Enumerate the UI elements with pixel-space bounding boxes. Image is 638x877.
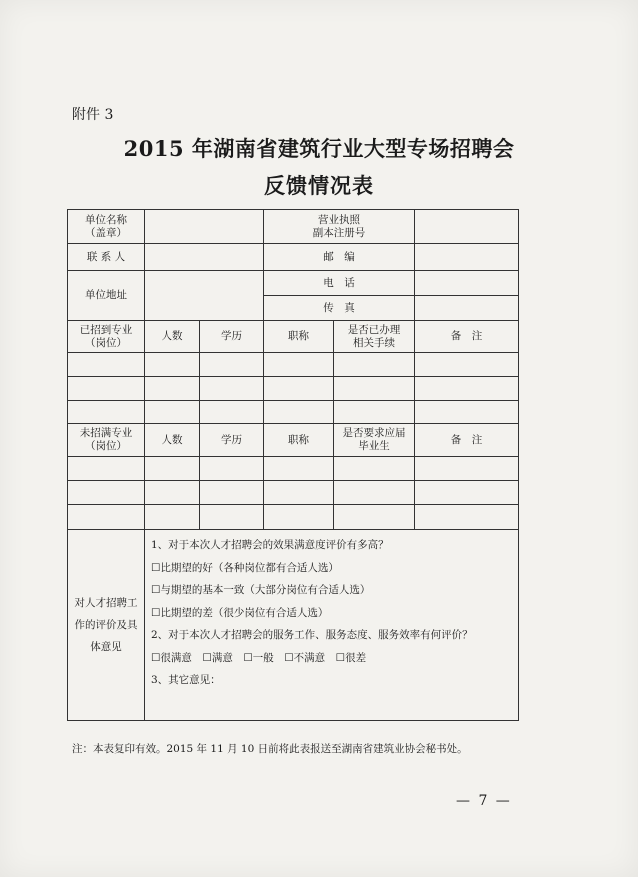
recruited-major-header: 已招到专业 （岗位） — [68, 321, 145, 353]
question-1: 1、对于本次人才招聘会的效果满意度评价有多高？ — [151, 539, 389, 551]
cell[interactable] — [334, 353, 415, 377]
cell[interactable] — [415, 505, 519, 530]
cell[interactable] — [264, 481, 334, 505]
postcode-field[interactable] — [415, 244, 519, 271]
cell[interactable] — [68, 401, 145, 424]
cell[interactable] — [415, 353, 519, 377]
cell[interactable] — [334, 401, 415, 424]
option-as-expected-checkbox[interactable]: ☐与期望的基本一致（大部分岗位有合适人选） — [151, 584, 371, 596]
cell[interactable] — [334, 457, 415, 481]
cell[interactable] — [68, 505, 145, 530]
unit-name-label: 单位名称 （盖章） — [68, 210, 145, 244]
contact-label: 联 系 人 — [68, 244, 145, 271]
table-row — [68, 505, 519, 530]
evaluation-content — [145, 530, 519, 721]
cell[interactable] — [200, 353, 264, 377]
unit-name-row — [68, 210, 519, 244]
evaluation-label: 对人才招聘工 作的评价及具 体意见 — [68, 530, 145, 721]
option-worse-checkbox[interactable]: ☐比期望的差（很少岗位有合适人选） — [151, 606, 329, 619]
question-3: 3、其它意见： — [151, 674, 221, 686]
postcode-label: 邮 编 — [264, 244, 415, 271]
unfilled-major-header: 未招满专业 （岗位） — [68, 424, 145, 457]
recruited-procedure-header: 是否已办理 相关手续 — [334, 321, 415, 353]
address-row — [68, 271, 519, 296]
form-subtitle: 反馈情况表 — [264, 173, 374, 198]
table-row — [68, 481, 519, 505]
cell[interactable] — [145, 353, 200, 377]
evaluation-row — [68, 530, 519, 721]
page-number: — 7 — — [456, 793, 512, 809]
satisfaction-options[interactable]: ☐很满意 ☐满意 ☐一般 ☐不满意 ☐很差 — [151, 651, 367, 664]
recruited-remark-header: 备 注 — [415, 321, 519, 353]
license-field[interactable] — [415, 210, 519, 244]
cell[interactable] — [415, 377, 519, 401]
cell[interactable] — [68, 353, 145, 377]
unfilled-header-row — [68, 424, 519, 457]
phone-label: 电 话 — [264, 271, 415, 296]
option-better-checkbox[interactable]: ☐比期望的好（各种岗位都有合适人选） — [151, 561, 339, 574]
feedback-form-table — [67, 209, 519, 721]
cell[interactable] — [68, 377, 145, 401]
cell[interactable] — [264, 401, 334, 424]
cell[interactable] — [145, 505, 200, 530]
cell[interactable] — [68, 481, 145, 505]
cell[interactable] — [415, 457, 519, 481]
cell[interactable] — [200, 401, 264, 424]
cell[interactable] — [264, 457, 334, 481]
unfilled-title-header: 职称 — [264, 424, 334, 457]
unfilled-education-header: 学历 — [200, 424, 264, 457]
cell[interactable] — [264, 505, 334, 530]
table-row — [68, 401, 519, 424]
unfilled-remark-header: 备 注 — [415, 424, 519, 457]
footnote: 注：本表复印有效。2015 年 11 月 10 日前将此表报送至湖南省建筑业协会秘书处。 — [72, 743, 468, 755]
cell[interactable] — [200, 457, 264, 481]
phone-field[interactable] — [415, 271, 519, 296]
cell[interactable] — [145, 457, 200, 481]
table-row — [68, 377, 519, 401]
cell[interactable] — [334, 377, 415, 401]
unfilled-graduate-header: 是否要求应届 毕业生 — [334, 424, 415, 457]
fax-label: 传 真 — [264, 296, 415, 321]
cell[interactable] — [334, 505, 415, 530]
cell[interactable] — [145, 377, 200, 401]
question-2: 2、对于本次人才招聘会的服务工作、服务态度、服务效率有何评价？ — [151, 629, 473, 641]
table-row — [68, 457, 519, 481]
recruited-count-header: 人数 — [145, 321, 200, 353]
cell[interactable] — [200, 505, 264, 530]
attachment-label: 附件 3 — [72, 107, 114, 123]
recruited-education-header: 学历 — [200, 321, 264, 353]
recruited-title-header: 职称 — [264, 321, 334, 353]
cell[interactable] — [334, 481, 415, 505]
license-label: 营业执照 副本注册号 — [264, 210, 415, 244]
fax-field[interactable] — [415, 296, 519, 321]
contact-row — [68, 244, 519, 271]
unit-name-field[interactable] — [145, 210, 264, 244]
cell[interactable] — [145, 481, 200, 505]
cell[interactable] — [200, 481, 264, 505]
cell[interactable] — [68, 457, 145, 481]
table-row — [68, 353, 519, 377]
cell[interactable] — [200, 377, 264, 401]
address-field[interactable] — [145, 271, 264, 321]
unfilled-count-header: 人数 — [145, 424, 200, 457]
cell[interactable] — [264, 353, 334, 377]
form-title: 2015 年湖南省建筑行业大型专场招聘会 — [123, 136, 515, 161]
address-label: 单位地址 — [68, 271, 145, 321]
recruited-header-row — [68, 321, 519, 353]
cell[interactable] — [264, 377, 334, 401]
cell[interactable] — [415, 401, 519, 424]
cell[interactable] — [145, 401, 200, 424]
contact-field[interactable] — [145, 244, 264, 271]
cell[interactable] — [415, 481, 519, 505]
